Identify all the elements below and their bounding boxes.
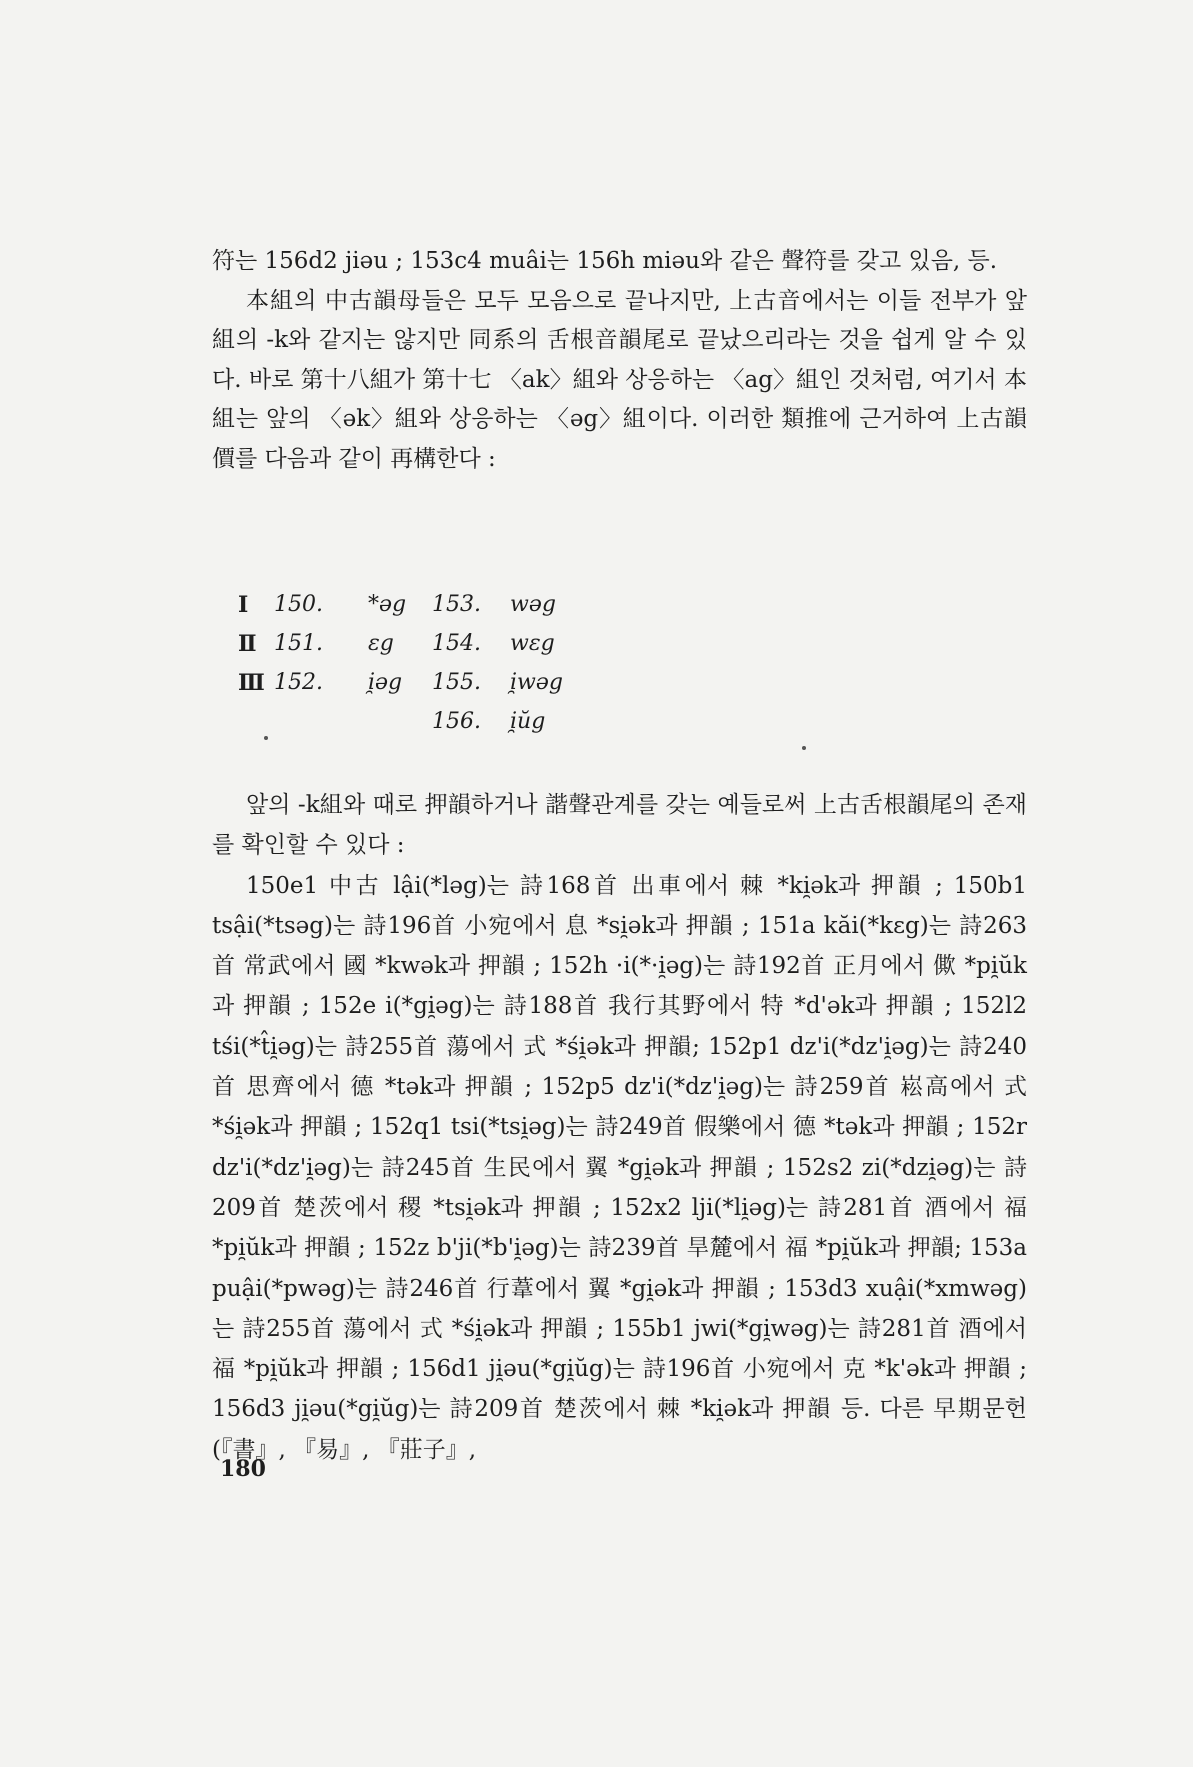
paragraph-evidence-list: 150e1 中古 lậi(*ləg)는 詩168首 出車에서 棘 *ki̯ək과 押韻 ; 150b1 tsậi(*tsəg)는 詩196首 小宛에서 息 *si̯ək과 押韻 ; 151a kăi(*kɛg)는 詩263首 常武에서 國 *kwək과 押韻 ; 152h ·i(*·i̯əg)는 詩192首 正月에서 僛 *pi̯ŭk과 押韻 ; 152e i(*gi̯əg)는 詩188首 我行其野에서 特 *d'ək과 押韻 ; 152l2 tśi(*t̂i̯əg)는 詩255首 蕩에서 式 *śi̯ək과 押韻; 152p1 dz'i(*dz'i̯əg)는 詩240首 思齊에서 德 *tək과 押韻 ; 152p5 dz'i(*dz'i̯əg)는 詩259首 崧高에서 式 *śi̯ək과 押韻 ; 152q1 tsi(*tsi̯əg)는 詩249首 假樂에서 德 *tək과 押韻 ; 152r dz'i(*dz'i̯əg)는 詩245首 生民에서 翼 *gi̯ək과 押韻 ; 152s2 zi(*dzi̯əg)는 詩209首 楚茨에서 稷 *tsi̯ək과 押韻 ; 152x2 lji(*li̯əg)는 詩281首 酒에서 福 *pi̯ŭk과 押韻 ; 152z b'ji(*b'i̯əg)는 詩239首 旱麓에서 福 *pi̯ŭk과 押韻; 153a puậi(*pwəg)는 詩246首 行葦에서 翼 *gi̯ək과 押韻 ; 153d3 xuậi(*xmwəg)는 詩255首 蕩에서 式 *śi̯ək과 押韻 ; 155b1 jwi(*gi̯wəg)는 詩281首 酒에서 福 *pi̯ŭk과 押韻 ; 156d1 ji̯əu(*gi̯ŭg)는 詩196首 小宛에서 克 *k'ək과 押韻 ; 156d3 ji̯əu(*gi̯ŭg)는 詩209首 楚茨에서 棘 *ki̯ək과 押韻 등. 다른 早期문헌(『書』, 『易』, 『莊子』,: [212, 872, 1027, 1463]
division-numeral: Ⅲ: [238, 670, 265, 696]
rhyme-number: 152.: [274, 670, 323, 695]
paragraph-reconstruction: 本組의 中古韻母들은 모두 모음으로 끝나지만, 上古音에서는 이들 전부가 앞 組의 -k와 같지는 않지만 同系의 舌根音韻尾로 끝났으리라는 것을 쉽게 알 수 있다. 바로 第十八組가 第十七 〈ak〉組와 상응하는 〈ag〉組인 것처럼, 여기서 本組는 앞의 〈ək〉組와 상응하는 〈əg〉組이다. 이러한 類推에 근거하여 上古韻價를 다음과 같이 再構한다 :: [212, 287, 1027, 472]
rhyme-value: i̯əg: [368, 670, 403, 695]
division-numeral: Ⅰ: [238, 592, 249, 618]
rhyme-number: 153.: [432, 592, 481, 617]
rhyme-number: 150.: [274, 592, 323, 617]
intro-text: [212, 242, 1027, 480]
rhyme-examples: [212, 785, 1027, 1470]
rhyme-number: 154.: [432, 631, 481, 656]
rhyme-value: *əg: [368, 592, 407, 617]
rhyme-value: wɛg: [510, 631, 555, 656]
division-numeral: Ⅱ: [238, 631, 257, 657]
rhyme-number: 155.: [432, 670, 481, 695]
scan-speck: [802, 746, 806, 750]
rhyme-number: 156.: [432, 709, 481, 734]
scan-speck: [264, 736, 268, 740]
rhyme-value: ɛg: [368, 631, 394, 656]
rhyme-value: i̯ŭg: [510, 709, 546, 734]
page-number: 180: [220, 1456, 266, 1482]
rhyme-number: 151.: [274, 631, 323, 656]
paragraph-continuation: 符는 156d2 jiəu ; 153c4 muâi는 156h miəu와 같은 聲符를 갖고 있음, 등.: [212, 248, 998, 274]
rhyme-value: wəg: [510, 592, 556, 617]
rhyme-value: i̯wəg: [510, 670, 563, 695]
paragraph-evidence-intro: 앞의 -k組와 때로 押韻하거나 諧聲관계를 갖는 예들로써 上古舌根韻尾의 존재를 확인할 수 있다 :: [212, 792, 1027, 859]
